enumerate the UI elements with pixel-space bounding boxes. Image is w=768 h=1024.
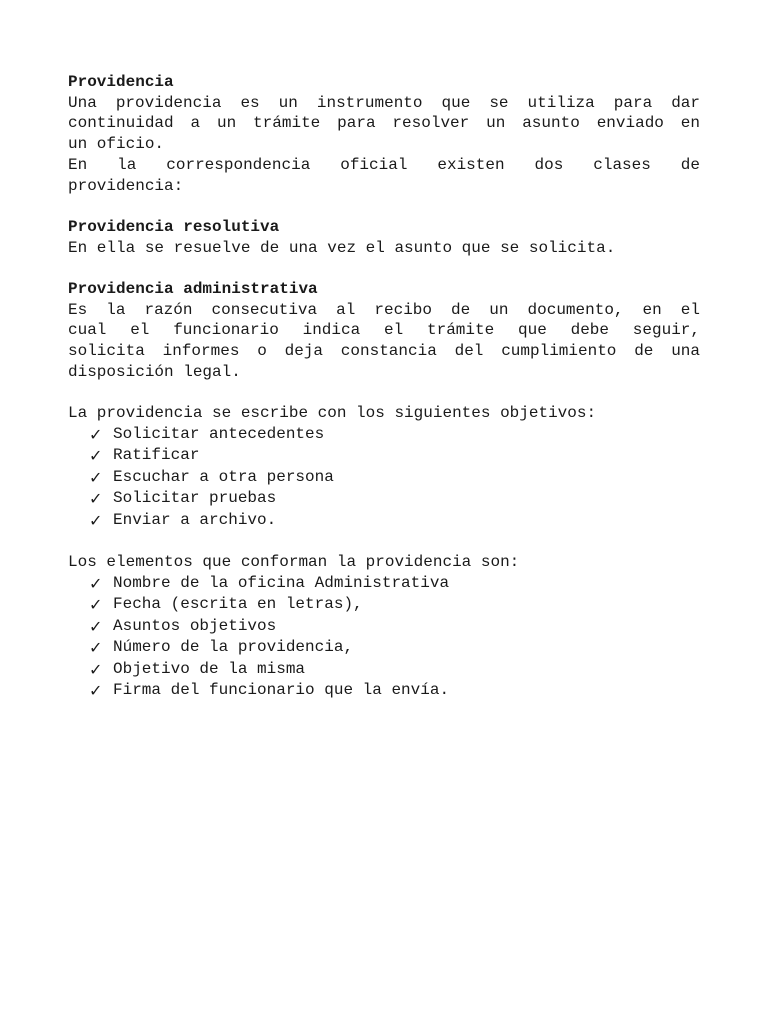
list-item xyxy=(68,616,700,638)
check-mark-icon: ✓ xyxy=(89,681,103,701)
list-item-label: Solicitar pruebas xyxy=(113,489,277,508)
paragraph-line: solicita informes o deja constancia del cumplimiento de una xyxy=(68,342,700,361)
paragraph-line: providencia: xyxy=(68,176,184,195)
elements-list xyxy=(68,573,700,702)
list-item xyxy=(68,488,700,510)
paragraph-line: En ella se resuelve de una vez el asunto que se solicita. xyxy=(68,238,616,257)
list-item-label: Nombre de la oficina Administrativa xyxy=(113,573,450,592)
list-item-label: Fecha (escrita en letras), xyxy=(113,595,363,614)
list-item xyxy=(68,424,700,446)
list-item-label: Objetivo de la misma xyxy=(113,659,306,678)
heading-providencia: Providencia xyxy=(68,73,174,91)
paragraph-line: disposición legal. xyxy=(68,362,241,381)
list-item xyxy=(68,637,700,659)
check-mark-icon: ✓ xyxy=(89,595,103,615)
list-item xyxy=(68,467,700,489)
elements-intro: Los elementos que conforman la providencia son: xyxy=(68,553,520,572)
list-item-label: Escuchar a otra persona xyxy=(113,467,334,486)
paragraph-line: cual el funcionario indica el trámite que debe seguir, xyxy=(68,321,700,340)
list-item xyxy=(68,573,700,595)
objectives-intro: La providencia se escribe con los siguientes objetivos: xyxy=(68,404,597,423)
check-mark-icon: ✓ xyxy=(89,616,103,636)
paragraph-line: un oficio. xyxy=(68,135,165,154)
document-page xyxy=(68,72,700,702)
check-mark-icon: ✓ xyxy=(89,424,103,444)
check-mark-icon: ✓ xyxy=(89,446,103,466)
list-item-label: Solicitar antecedentes xyxy=(113,424,325,443)
list-item-label: Asuntos objetivos xyxy=(113,616,277,635)
paragraph-line: Una providencia es un instrumento que se utiliza para dar xyxy=(68,93,700,112)
check-mark-icon: ✓ xyxy=(89,573,103,593)
heading-providencia-resolutiva: Providencia resolutiva xyxy=(68,217,280,236)
check-mark-icon: ✓ xyxy=(89,467,103,487)
list-item-label: Enviar a archivo. xyxy=(113,510,277,529)
paragraph-line: Es la razón consecutiva al recibo de un documento, en el xyxy=(68,300,700,319)
list-item xyxy=(68,445,700,467)
list-item-label: Firma del funcionario que la envía. xyxy=(113,681,450,700)
check-mark-icon: ✓ xyxy=(89,489,103,509)
list-item-label: Número de la providencia, xyxy=(113,638,354,657)
list-item xyxy=(68,659,700,681)
check-mark-icon: ✓ xyxy=(89,510,103,530)
objectives-list xyxy=(68,424,700,532)
check-mark-icon: ✓ xyxy=(89,659,103,679)
list-item xyxy=(68,680,700,702)
paragraph-line: continuidad a un trámite para resolver un asunto enviado en xyxy=(68,114,700,133)
paragraph-line: En la correspondencia oficial existen dos clases de xyxy=(68,155,700,174)
list-item-label: Ratificar xyxy=(113,446,200,465)
list-item xyxy=(68,510,700,532)
list-item xyxy=(68,594,700,616)
check-mark-icon: ✓ xyxy=(89,638,103,658)
heading-providencia-administrativa: Providencia administrativa xyxy=(68,280,318,298)
